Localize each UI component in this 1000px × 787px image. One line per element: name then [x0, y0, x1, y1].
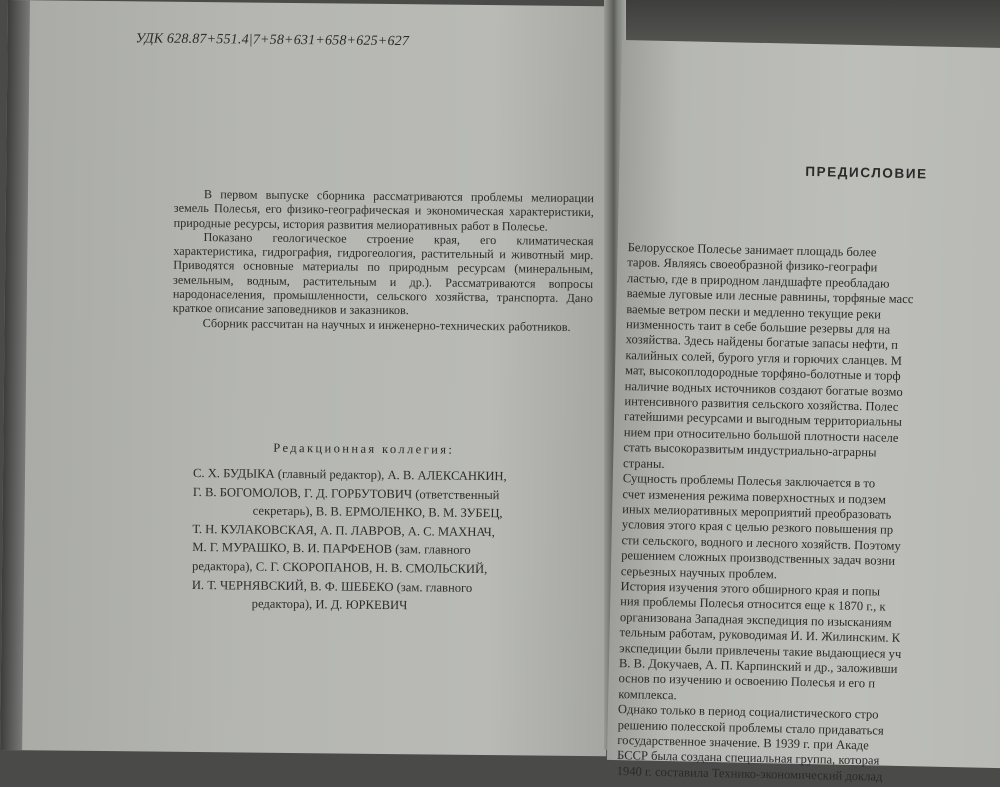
right-page — [607, 40, 1000, 784]
abstract-paragraph: Показано геологическое строение края, его климатическая характеристика, гидрография, гидрогеология, растительный и животный мир. Приводятся основные материалы по природным ресурсам (минеральным, земельным, водным, растительным и др.). Рассматриваются вопросы народонаселения, промышленности, сельского хозяйства, транспорта. Дано краткое описание заповедников и заказников. — [172, 229, 594, 318]
text-line: калийных солей, бурого угля и горючих сланцев. М — [625, 347, 903, 368]
text-line: основ по изучению и освоению Полесья и его п — [618, 671, 876, 691]
text-line: иных мелиоративных мероприятий преобразовать — [622, 502, 892, 522]
book-edge-shadow — [0, 0, 30, 750]
text-line: условия этого края с целью резкого повышения пр — [621, 517, 894, 538]
text-line: ваемые ветром пески и медленно текущие реки — [626, 301, 882, 322]
text-line: экспедиции были привлечены такие выдающиеся уч — [619, 640, 902, 661]
text-line: ластью, где в природном ландшафте преобладаю — [626, 270, 890, 291]
text-line: хозяйства. Здесь найдены богатые запасы нефти, п — [625, 332, 899, 353]
abstract-paragraph: Сборник рассчитан на научных и инженерно-технических работников. — [202, 315, 571, 334]
text-line: таров. Являясь своеобразной физико-географи — [627, 255, 878, 275]
text-line: государственное значение. В 1939 г. при Акаде — [617, 733, 869, 753]
editorial-board-list — [192, 464, 594, 617]
preface-text — [617, 240, 1000, 787]
text-line: наличие водных источников создают богатые возмо — [624, 378, 903, 399]
text-line: стать высокоразвитым индустриально-аграрны — [623, 440, 877, 460]
board-line: И. Т. ЧЕРНЯВСКИЙ, В. Ф. ШЕБЕКО (зам. главного — [191, 577, 473, 595]
text-line: мат, высокоплодородные торфяно-болотные и торф — [624, 363, 901, 384]
text-line: сти сельского, водного и лесного хозяйств. Поэтому — [621, 532, 901, 553]
board-line: Г. В. БОГОМОЛОВ, Г. Д. ГОРБУТОВИЧ (ответственный — [192, 484, 500, 502]
board-line: редактора), С. Г. СКОРОПАНОВ, Н. В. СМОЛЬСКИЙ, — [192, 558, 488, 577]
text-line: гатейшими ресурсами и выгодным территориальны — [623, 409, 903, 430]
board-line: Т. Н. КУЛАКОВСКАЯ, А. П. ЛАВРОВ, А. С. МАХНАЧ, — [192, 521, 495, 539]
board-line: С. Х. БУДЫКА (главный редактор), А. В. АЛЕКСАНКИН, — [192, 465, 507, 484]
text-line: комплекса. — [618, 686, 677, 703]
text-line: Однако только в период социалистического стро — [617, 702, 879, 722]
text-line: страны. — [622, 455, 665, 471]
text-line: В. В. Докучаев, А. П. Карпинский и др., заложивши — [618, 656, 898, 676]
page-heading: ПРЕДИСЛОВИЕ — [805, 163, 928, 182]
text-line: ваемые луговые или лесные равнины, торфяные масс — [626, 286, 914, 307]
text-line: низменность таит в себе большие резервы для на — [625, 317, 891, 337]
text-line: БССР была создана специальная группа, которая — [616, 748, 880, 768]
text-line: интенсивного развития сельского хозяйства. Полес — [624, 394, 899, 414]
text-line: ния проблемы Полесья относится еще к 1870 г., к — [620, 594, 886, 614]
text-line: Сущность проблемы Полесья заключается в то — [622, 471, 876, 491]
text-line: Белорусское Полесье занимает площадь более — [627, 240, 877, 260]
board-line: М. Г. МУРАШКО, В. И. ПАРФЕНОВ (зам. главного — [192, 540, 471, 558]
text-line: История изучения этого обширного края и попы — [620, 579, 881, 599]
board-line: секретарь), В. В. ЕРМОЛЕНКО, В. М. ЗУБЕЦ, — [252, 503, 503, 521]
text-line: решению полесской проблемы стало придаваться — [617, 717, 884, 738]
abstract — [173, 187, 594, 334]
udk-code: УДК 628.87+551.4|7+58+631+658+625+627 — [135, 31, 410, 50]
text-line: 1940 г. составила Технико-экономический доклад — [616, 763, 883, 784]
text-line: тельным работам, руководимая И. И. Жилинским. К — [619, 625, 901, 646]
text-line: организована Западная экспедиция по изысканиям — [619, 609, 892, 630]
text-line: счет изменения режима поверхностных и подзем — [622, 486, 887, 507]
board-line: редактора), И. Д. ЮРКЕВИЧ — [251, 596, 408, 613]
text-line: нием при относительно большой плотности населе — [623, 425, 899, 445]
editorial-board-title: Редакционная коллегия: — [273, 440, 455, 457]
text-line: решением сложных производственных задач возни — [621, 548, 896, 568]
text-line: серьезных научных проблем. — [620, 563, 778, 581]
abstract-paragraph: В первом выпуске сборника рассматриваются проблемы мелиорации земель Полесья, его физико-географическая и экономическая характеристики, природные ресурсы, история развития мелиоративных работ в Полесье. — [173, 187, 595, 234]
